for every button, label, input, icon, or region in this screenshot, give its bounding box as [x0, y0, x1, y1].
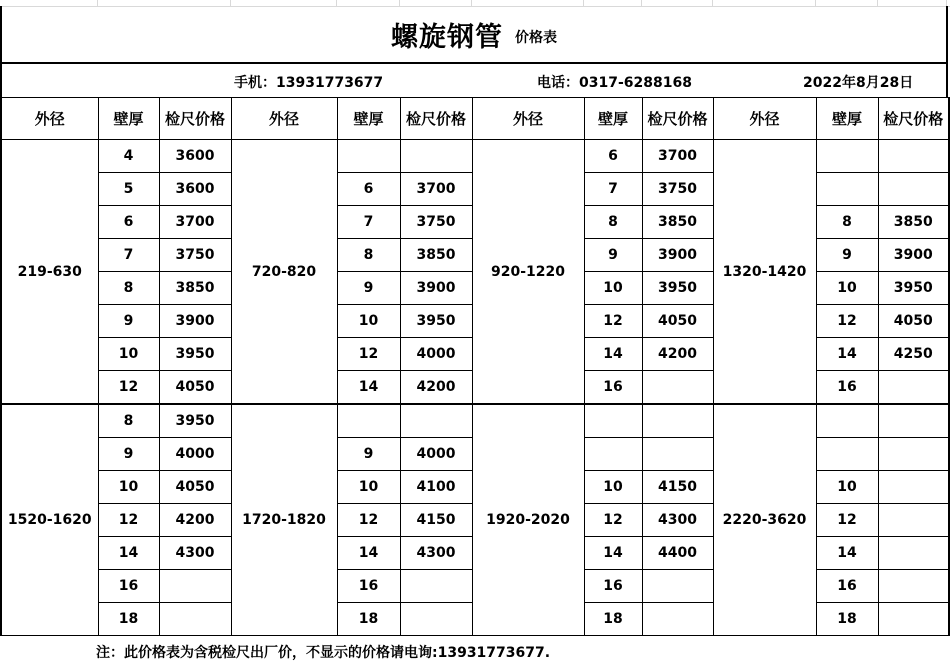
- wall-cell[interactable]: 7: [584, 173, 642, 206]
- header-price[interactable]: 检尺价格: [159, 98, 231, 140]
- price-cell[interactable]: 4050: [159, 471, 231, 504]
- price-cell[interactable]: 3950: [159, 404, 231, 438]
- table-row: [1, 404, 949, 438]
- header-wall[interactable]: 壁厚: [584, 98, 642, 140]
- wall-cell[interactable]: 10: [337, 305, 400, 338]
- header-price[interactable]: 检尺价格: [400, 98, 472, 140]
- price-cell[interactable]: 3700: [642, 140, 713, 173]
- wall-cell[interactable]: 14: [584, 537, 642, 570]
- price-cell[interactable]: [642, 570, 713, 603]
- header-od[interactable]: 外径: [231, 98, 337, 140]
- price-cell[interactable]: 3950: [878, 272, 949, 305]
- price-cell[interactable]: 4200: [642, 338, 713, 371]
- wall-cell[interactable]: 6: [584, 140, 642, 173]
- wall-cell[interactable]: 12: [337, 504, 400, 537]
- price-cell[interactable]: [159, 603, 231, 636]
- price-cell[interactable]: [878, 537, 949, 570]
- price-cell[interactable]: 3950: [400, 305, 472, 338]
- price-cell[interactable]: 4000: [159, 438, 231, 471]
- price-cell[interactable]: 3600: [159, 173, 231, 206]
- wall-cell[interactable]: 8: [816, 206, 878, 239]
- od-range-cell[interactable]: 1720-1820: [231, 404, 337, 636]
- footer-note: 注：此价格表为含税检尺出厂价，不显示的价格请电询:13931773677.: [96, 645, 551, 661]
- price-cell[interactable]: [878, 438, 949, 471]
- price-cell[interactable]: 4300: [642, 504, 713, 537]
- wall-cell[interactable]: 14: [337, 371, 400, 405]
- wall-cell[interactable]: 12: [816, 305, 878, 338]
- wall-cell[interactable]: [337, 404, 400, 438]
- wall-cell[interactable]: 9: [337, 272, 400, 305]
- price-cell[interactable]: 4200: [400, 371, 472, 405]
- wall-cell[interactable]: 16: [584, 371, 642, 405]
- wall-cell[interactable]: 14: [816, 338, 878, 371]
- header-wall[interactable]: 壁厚: [98, 98, 159, 140]
- price-cell[interactable]: 3950: [642, 272, 713, 305]
- price-cell[interactable]: 3900: [878, 239, 949, 272]
- price-cell[interactable]: [400, 404, 472, 438]
- header-price[interactable]: 检尺价格: [878, 98, 949, 140]
- price-cell[interactable]: [878, 404, 949, 438]
- wall-cell[interactable]: 10: [584, 471, 642, 504]
- price-cell[interactable]: [642, 603, 713, 636]
- od-range-cell[interactable]: 219-630: [1, 140, 98, 405]
- wall-cell[interactable]: 10: [816, 471, 878, 504]
- od-range-cell[interactable]: 1320-1420: [713, 140, 816, 405]
- wall-cell[interactable]: 9: [584, 239, 642, 272]
- price-cell[interactable]: [878, 140, 949, 173]
- price-cell[interactable]: 4000: [400, 338, 472, 371]
- od-range-cell[interactable]: 1920-2020: [472, 404, 584, 636]
- header-wall[interactable]: 壁厚: [337, 98, 400, 140]
- wall-cell[interactable]: [816, 173, 878, 206]
- wall-cell[interactable]: 16: [584, 570, 642, 603]
- wall-cell[interactable]: 14: [816, 537, 878, 570]
- wall-cell[interactable]: 10: [816, 272, 878, 305]
- header-od[interactable]: 外径: [472, 98, 584, 140]
- price-cell[interactable]: [878, 173, 949, 206]
- wall-cell[interactable]: 18: [337, 603, 400, 636]
- contact-row[interactable]: [0, 64, 948, 97]
- wall-cell[interactable]: 14: [337, 537, 400, 570]
- price-cell[interactable]: [642, 404, 713, 438]
- wall-cell[interactable]: 18: [584, 603, 642, 636]
- header-price[interactable]: 检尺价格: [642, 98, 713, 140]
- header-od[interactable]: 外径: [713, 98, 816, 140]
- price-cell[interactable]: 3950: [159, 338, 231, 371]
- price-cell[interactable]: 3850: [642, 206, 713, 239]
- price-cell[interactable]: 4050: [878, 305, 949, 338]
- wall-cell[interactable]: 9: [816, 239, 878, 272]
- price-cell[interactable]: 3600: [159, 140, 231, 173]
- price-cell[interactable]: 4250: [878, 338, 949, 371]
- price-cell[interactable]: 3700: [400, 173, 472, 206]
- price-cell[interactable]: 4050: [642, 305, 713, 338]
- od-range-cell[interactable]: 720-820: [231, 140, 337, 405]
- wall-cell[interactable]: 18: [816, 603, 878, 636]
- header-row: [1, 98, 949, 140]
- wall-cell[interactable]: 12: [584, 504, 642, 537]
- wall-cell[interactable]: 8: [584, 206, 642, 239]
- wall-cell[interactable]: 7: [337, 206, 400, 239]
- wall-cell[interactable]: [337, 140, 400, 173]
- price-cell[interactable]: [642, 371, 713, 405]
- mobile-text: 手机：13931773677: [234, 75, 384, 91]
- wall-cell[interactable]: [816, 140, 878, 173]
- wall-cell[interactable]: 14: [98, 537, 159, 570]
- price-cell[interactable]: [642, 438, 713, 471]
- od-range-cell[interactable]: 1520-1620: [1, 404, 98, 636]
- price-cell[interactable]: 4150: [642, 471, 713, 504]
- sheet-title[interactable]: [0, 6, 948, 64]
- wall-cell[interactable]: 4: [98, 140, 159, 173]
- price-cell[interactable]: 4000: [400, 438, 472, 471]
- table-row: [1, 140, 949, 173]
- title-main: 螺旋钢管: [391, 21, 503, 53]
- price-cell[interactable]: 4200: [159, 504, 231, 537]
- price-cell[interactable]: 4050: [159, 371, 231, 405]
- price-cell[interactable]: 3900: [159, 305, 231, 338]
- wall-cell[interactable]: 9: [98, 305, 159, 338]
- wall-cell[interactable]: 16: [816, 570, 878, 603]
- od-range-cell[interactable]: 920-1220: [472, 140, 584, 405]
- price-cell[interactable]: 3850: [159, 272, 231, 305]
- price-cell[interactable]: [400, 140, 472, 173]
- price-cell[interactable]: 4300: [400, 537, 472, 570]
- wall-cell[interactable]: [584, 438, 642, 471]
- header-wall[interactable]: 壁厚: [816, 98, 878, 140]
- wall-cell[interactable]: [816, 404, 878, 438]
- price-cell[interactable]: [878, 504, 949, 537]
- price-cell[interactable]: 4100: [400, 471, 472, 504]
- wall-cell[interactable]: 12: [584, 305, 642, 338]
- wall-cell[interactable]: 12: [98, 371, 159, 405]
- price-cell[interactable]: 3900: [400, 272, 472, 305]
- wall-cell[interactable]: 9: [337, 438, 400, 471]
- wall-cell[interactable]: 12: [816, 504, 878, 537]
- wall-cell[interactable]: 10: [98, 338, 159, 371]
- wall-cell[interactable]: 16: [337, 570, 400, 603]
- price-cell[interactable]: [878, 471, 949, 504]
- price-cell[interactable]: 3750: [642, 173, 713, 206]
- wall-cell[interactable]: 14: [584, 338, 642, 371]
- price-cell[interactable]: 3750: [159, 239, 231, 272]
- wall-cell[interactable]: 12: [337, 338, 400, 371]
- wall-cell[interactable]: [584, 404, 642, 438]
- price-cell[interactable]: 4300: [159, 537, 231, 570]
- price-cell[interactable]: [400, 570, 472, 603]
- price-cell[interactable]: [878, 603, 949, 636]
- wall-cell[interactable]: [816, 438, 878, 471]
- wall-cell[interactable]: 10: [98, 471, 159, 504]
- title-sub: 价格表: [515, 30, 557, 46]
- price-cell[interactable]: 3700: [159, 206, 231, 239]
- price-cell[interactable]: 3900: [642, 239, 713, 272]
- wall-cell[interactable]: 16: [816, 371, 878, 405]
- price-cell[interactable]: 3750: [400, 206, 472, 239]
- header-od[interactable]: 外径: [1, 98, 98, 140]
- wall-cell[interactable]: 8: [98, 272, 159, 305]
- wall-cell[interactable]: 5: [98, 173, 159, 206]
- price-cell[interactable]: 3850: [878, 206, 949, 239]
- wall-cell[interactable]: 16: [98, 570, 159, 603]
- date-text: 2022年8月28日: [803, 75, 914, 91]
- price-cell[interactable]: [400, 603, 472, 636]
- wall-cell[interactable]: 8: [98, 404, 159, 438]
- price-cell[interactable]: [878, 570, 949, 603]
- wall-cell[interactable]: 6: [98, 206, 159, 239]
- price-cell[interactable]: [878, 371, 949, 405]
- wall-cell[interactable]: 9: [98, 438, 159, 471]
- wall-cell[interactable]: 12: [98, 504, 159, 537]
- phone-text: 电话：0317-6288168: [537, 75, 692, 91]
- price-table: [0, 97, 950, 636]
- od-range-cell[interactable]: 2220-3620: [713, 404, 816, 636]
- wall-cell[interactable]: 6: [337, 173, 400, 206]
- price-cell[interactable]: 4150: [400, 504, 472, 537]
- wall-cell[interactable]: 10: [337, 471, 400, 504]
- wall-cell[interactable]: 7: [98, 239, 159, 272]
- price-cell[interactable]: [159, 570, 231, 603]
- price-cell[interactable]: 3850: [400, 239, 472, 272]
- wall-cell[interactable]: 10: [584, 272, 642, 305]
- price-cell[interactable]: 4400: [642, 537, 713, 570]
- wall-cell[interactable]: 8: [337, 239, 400, 272]
- wall-cell[interactable]: 18: [98, 603, 159, 636]
